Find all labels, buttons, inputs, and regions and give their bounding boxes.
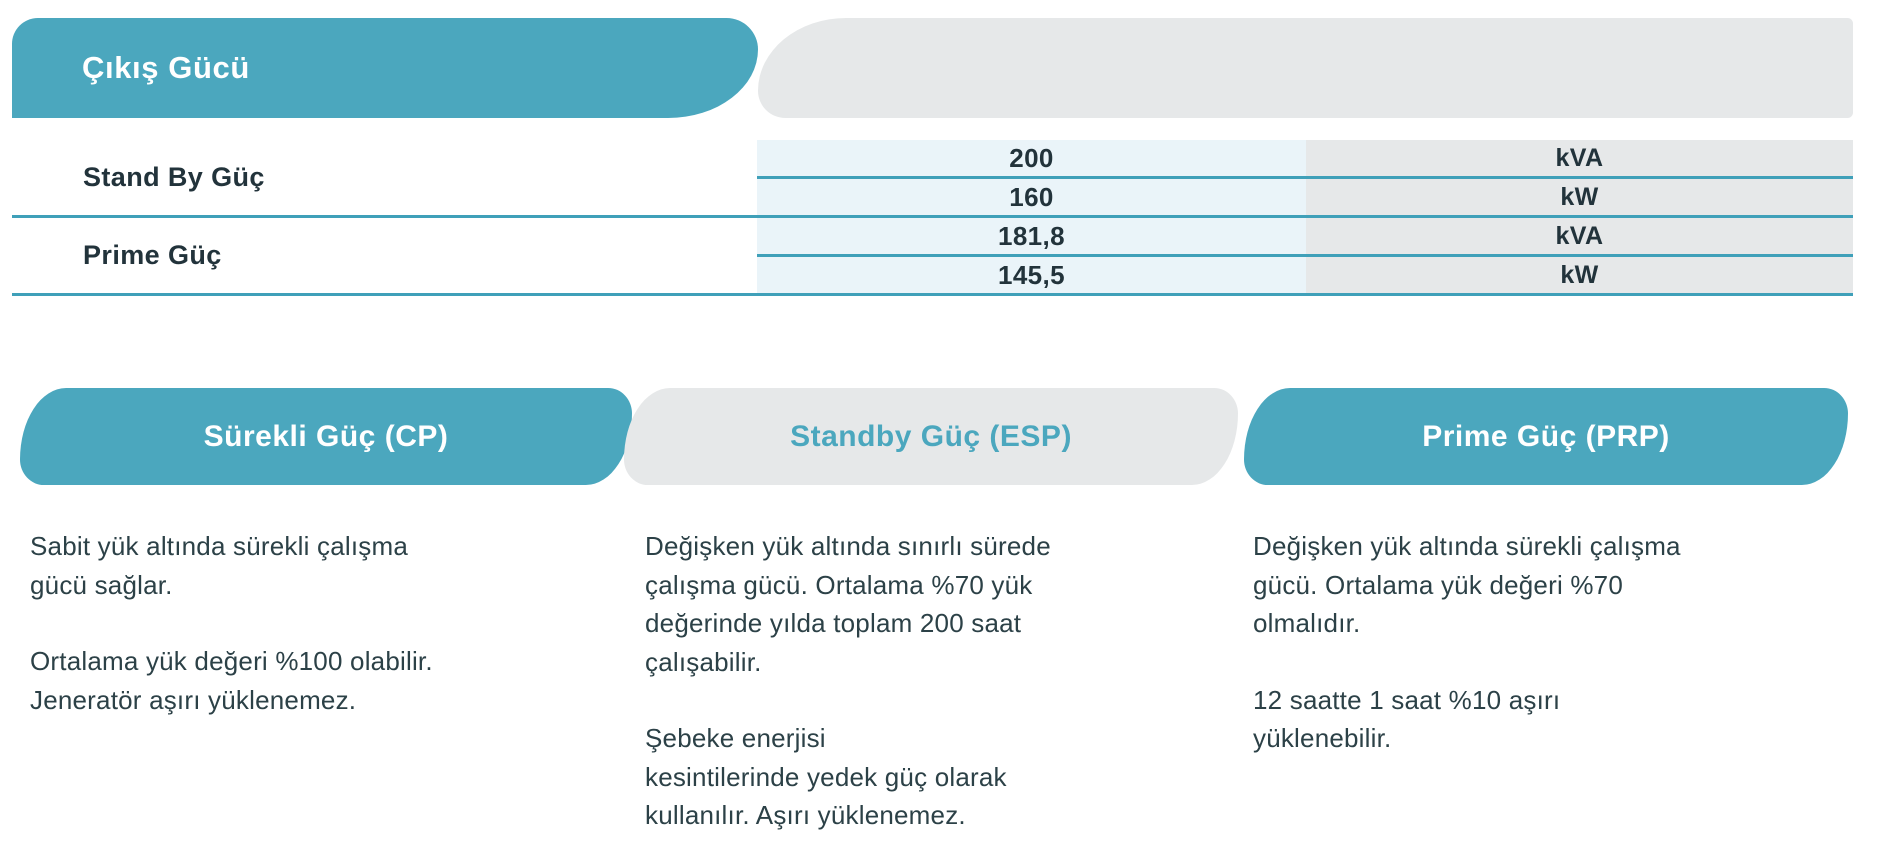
text-line: 12 saatte 1 saat %10 aşırı — [1253, 684, 1561, 715]
text-line: Değişken yük altında sınırlı sürede — [645, 531, 1051, 561]
paragraph — [645, 527, 1225, 681]
standby-kw-unit: kW — [1306, 179, 1853, 218]
prime-kw-value: 145,5 — [757, 257, 1306, 296]
standby-kva-unit: kVA — [1306, 140, 1853, 179]
continuous-power-description — [30, 527, 570, 719]
text-line: çalışma gücü. Ortalama %70 yük — [645, 569, 1033, 600]
text-line: olmalıdır. — [1253, 608, 1361, 638]
output-power-title: Çıkış Gücü — [82, 50, 250, 85]
power-spec-table — [12, 140, 1853, 296]
text-line: Ortalama yük değeri %100 olabilir. — [30, 646, 433, 676]
paragraph — [1253, 527, 1853, 643]
continuous-power-title: Sürekli Güç (CP) — [203, 419, 449, 453]
prime-kw-unit: kW — [1306, 257, 1853, 296]
prime-power-title: Prime Güç (PRP) — [1422, 419, 1670, 453]
paragraph — [1253, 681, 1853, 758]
standby-power-description — [645, 527, 1225, 835]
text-line: değerinde yılda toplam 200 saat — [645, 608, 1022, 638]
standby-power-banner — [624, 388, 1238, 485]
text-line: Şebeke enerjisi — [645, 723, 826, 753]
prime-kva-value: 181,8 — [757, 218, 1306, 257]
paragraph — [30, 642, 570, 719]
row-label-prime: Prime Güç — [12, 218, 757, 296]
prime-kva-unit: kVA — [1306, 218, 1853, 257]
header-gray-banner — [758, 18, 1853, 118]
prime-power-description — [1253, 527, 1853, 758]
text-line: çalışabilir. — [645, 646, 762, 677]
prime-power-banner — [1244, 388, 1848, 485]
standby-power-title: Standby Güç (ESP) — [790, 419, 1072, 453]
standby-kva-value: 200 — [757, 140, 1306, 179]
text-line: Değişken yük altında sürekli çalışma — [1253, 531, 1681, 561]
continuous-power-banner — [20, 388, 632, 485]
output-power-banner — [12, 18, 758, 118]
text-line: Jeneratör aşırı yüklenemez. — [30, 684, 357, 715]
text-line: kesintilerinde yedek güç olarak — [645, 761, 1007, 792]
text-line: gücü. Ortalama yük değeri %70 — [1253, 569, 1623, 600]
text-line: Sabit yük altında sürekli çalışma — [30, 531, 408, 561]
text-line: kullanılır. Aşırı yüklenemez. — [645, 800, 966, 830]
text-line: yüklenebilir. — [1253, 723, 1392, 753]
row-label-standby: Stand By Güç — [12, 140, 757, 218]
paragraph — [645, 719, 1225, 835]
paragraph — [30, 527, 570, 604]
standby-kw-value: 160 — [757, 179, 1306, 218]
text-line: gücü sağlar. — [30, 569, 173, 600]
